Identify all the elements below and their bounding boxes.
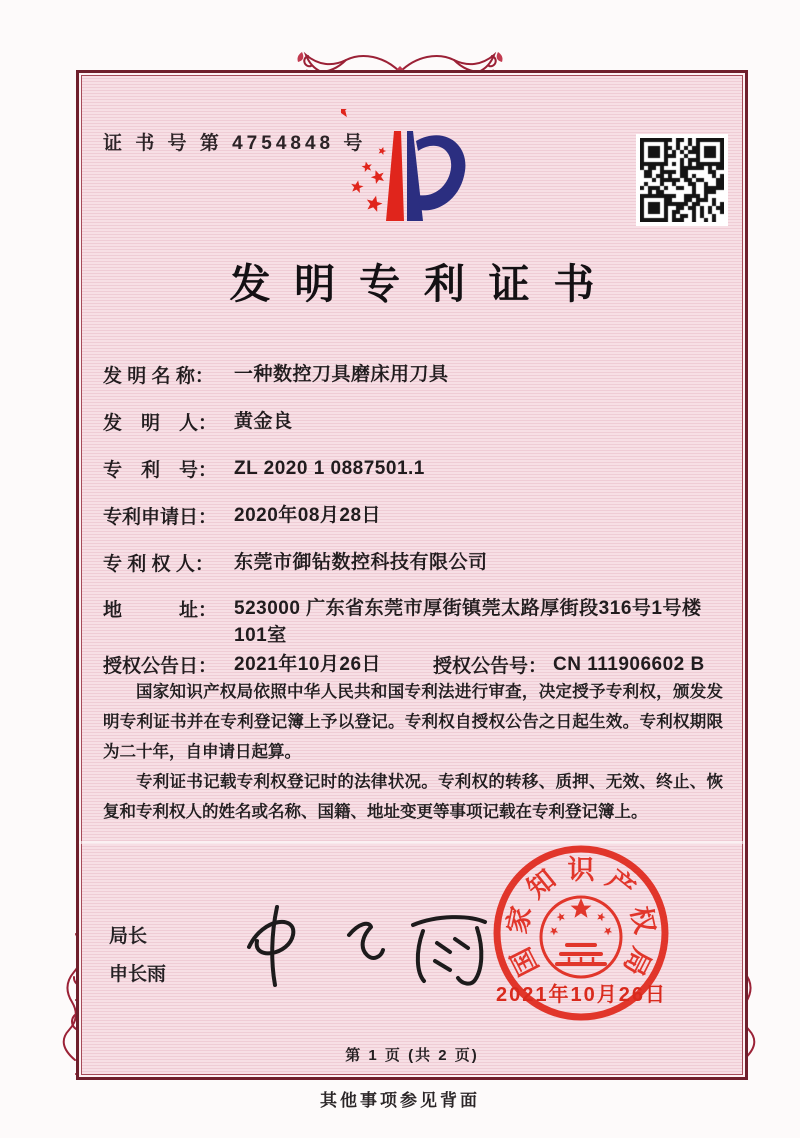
field-invention-name <box>103 361 725 388</box>
field-label: 发 明 人： <box>103 413 218 434</box>
field-value: 黄金良 <box>234 411 293 432</box>
national-emblem <box>541 897 621 977</box>
legal-paragraph-1: 国家知识产权局依照中华人民共和国专利法进行审查，决定授予专利权，颁发发明专利证书并在专利登记簿上予以登记。专利权自授权公告之日起生效。专利权期限为二十年，自申请日起算。 <box>103 682 723 761</box>
commissioner-name: 申长雨 <box>109 964 167 985</box>
field-value: 2020年08月28日 <box>234 505 382 526</box>
commissioner-title: 局长 <box>109 926 148 947</box>
back-side-note: 其他事项参见背面 <box>320 1091 480 1111</box>
field-label: 专利申请日： <box>103 507 218 528</box>
svg-text:国: 国 <box>505 942 545 981</box>
field-label: 授权公告日： <box>103 656 218 677</box>
field-filing-date <box>103 502 725 529</box>
field-value: 523000 广东省东莞市厚街镇莞太路厚街段316号1号楼101室 <box>234 598 702 646</box>
field-inventor <box>103 408 725 435</box>
certificate-number: 证 书 号 第 4754848 号 <box>103 133 367 154</box>
field-label: 授权公告号： <box>433 656 548 677</box>
field-label: 地 址： <box>103 600 218 621</box>
field-address <box>103 595 725 649</box>
svg-text:权: 权 <box>625 903 661 937</box>
field-label: 专 利 号： <box>103 460 218 481</box>
legal-paragraph-2: 专利证书记载专利权登记时的法律状况。专利权的转移、质押、无效、终止、恢复和专利权人的姓名或名称、国籍、地址变更等事项记载在专利登记簿上。 <box>103 772 723 821</box>
field-value: 2021年10月26日 <box>234 654 382 675</box>
cnipa-logo-icon <box>341 109 481 239</box>
certificate-frame <box>76 70 748 1080</box>
field-label: 专 利 权 人： <box>103 554 214 575</box>
field-label: 发 明 名 称： <box>103 366 214 387</box>
svg-text:家: 家 <box>501 903 537 937</box>
field-patentee <box>103 549 725 576</box>
svg-text:局: 局 <box>617 942 657 981</box>
legal-text <box>103 677 723 827</box>
field-value: ZL 2020 1 0887501.1 <box>234 458 425 479</box>
field-value: 东莞市御钻数控科技有限公司 <box>234 552 488 573</box>
field-grant-row <box>103 651 725 678</box>
svg-text:产: 产 <box>600 863 641 905</box>
field-value: 一种数控刀具磨床用刀具 <box>234 364 449 385</box>
seal-date: 2021年10月26日 <box>496 984 667 1006</box>
field-value: CN 111906602 B <box>553 654 705 675</box>
qr-code <box>636 134 728 226</box>
field-patent-number <box>103 455 725 482</box>
svg-text:识: 识 <box>567 855 595 885</box>
certificate-title: 发明专利证书 <box>229 261 619 307</box>
page-number: 第 1 页 (共 2 页) <box>345 1047 479 1064</box>
svg-text:知: 知 <box>521 863 562 905</box>
